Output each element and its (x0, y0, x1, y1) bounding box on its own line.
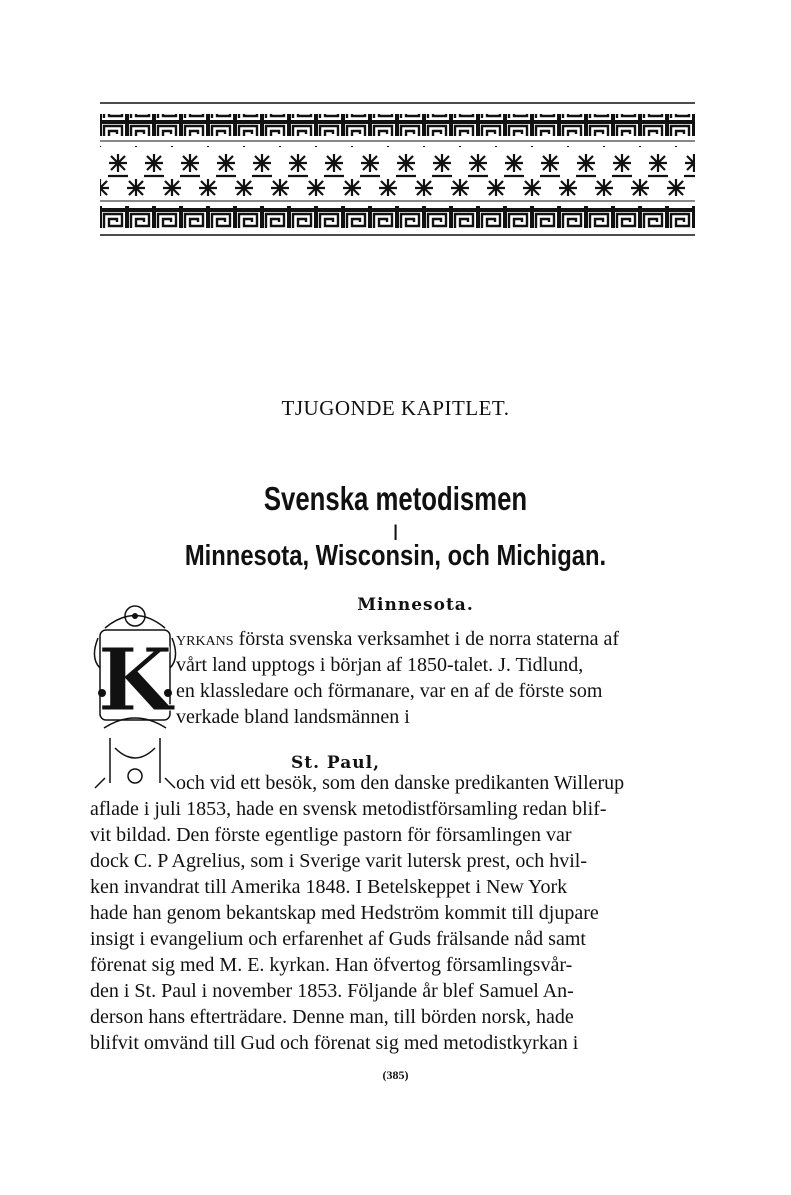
body-line-1-text: första svenska verksamhet i de norra staterna af (233, 628, 619, 650)
chapter-title: Svenska metodismen (263, 480, 528, 517)
body-line-11: insigt i evangelium och erfarenhet af Guds frälsande nåd samt (90, 928, 586, 950)
section-heading-minnesota: Minnesota. (357, 595, 474, 615)
body-line-4: verkade bland landsmännen i (176, 706, 410, 728)
chapter-subtitle: Minnesota, Wisconsin, och Michigan. (184, 540, 607, 572)
body-line-14: derson hans efterträdare. Denne man, till börden norsk, hade (90, 1006, 574, 1028)
body-line-12: förenat sig med M. E. kyrkan. Han öfvertog församlingsvår- (90, 954, 573, 976)
body-line-5: och vid ett besök, som den danske predikanten Willerup (176, 772, 625, 794)
drop-cap-letter: K (97, 630, 173, 731)
body-line-7: vit bildad. Den förste egentlige pastorn för församlingen var (90, 824, 572, 846)
section-heading-st-paul: St. Paul, (290, 753, 381, 773)
body-line-2: vårt land upptogs i början af 1850-talet. J. Tidlund, (176, 654, 584, 676)
body-line-3: en klassledare och förmanare, var en af de förste som (176, 680, 603, 702)
body-line-9: ken invandrat till Amerika 1848. I Betelskeppet i New York (90, 876, 568, 898)
body-line-1-smallcaps: yrkans (176, 628, 234, 650)
page-number: (385) (382, 1068, 409, 1082)
body-line-8: dock C. P Agrelius, som i Sverige varit lutersk prest, och hvil- (90, 850, 587, 872)
chapter-title-connector: I (392, 520, 399, 545)
body-line-10: hade han genom bekantskap med Hedström kommit till djupare (90, 902, 599, 924)
chapter-label: TJUGONDE KAPITLET. (281, 396, 510, 420)
body-line-15: blifvit omvänd till Gud och förenat sig med metodistkyrkan i (90, 1032, 579, 1054)
header-ornament (100, 100, 695, 240)
body-line-6: aflade i juli 1853, hade en svensk metodistförsamling redan blif- (90, 798, 607, 820)
body-line-13: den i St. Paul i november 1853. Följande år blef Samuel An- (90, 980, 574, 1002)
body-line-1 (176, 626, 619, 652)
